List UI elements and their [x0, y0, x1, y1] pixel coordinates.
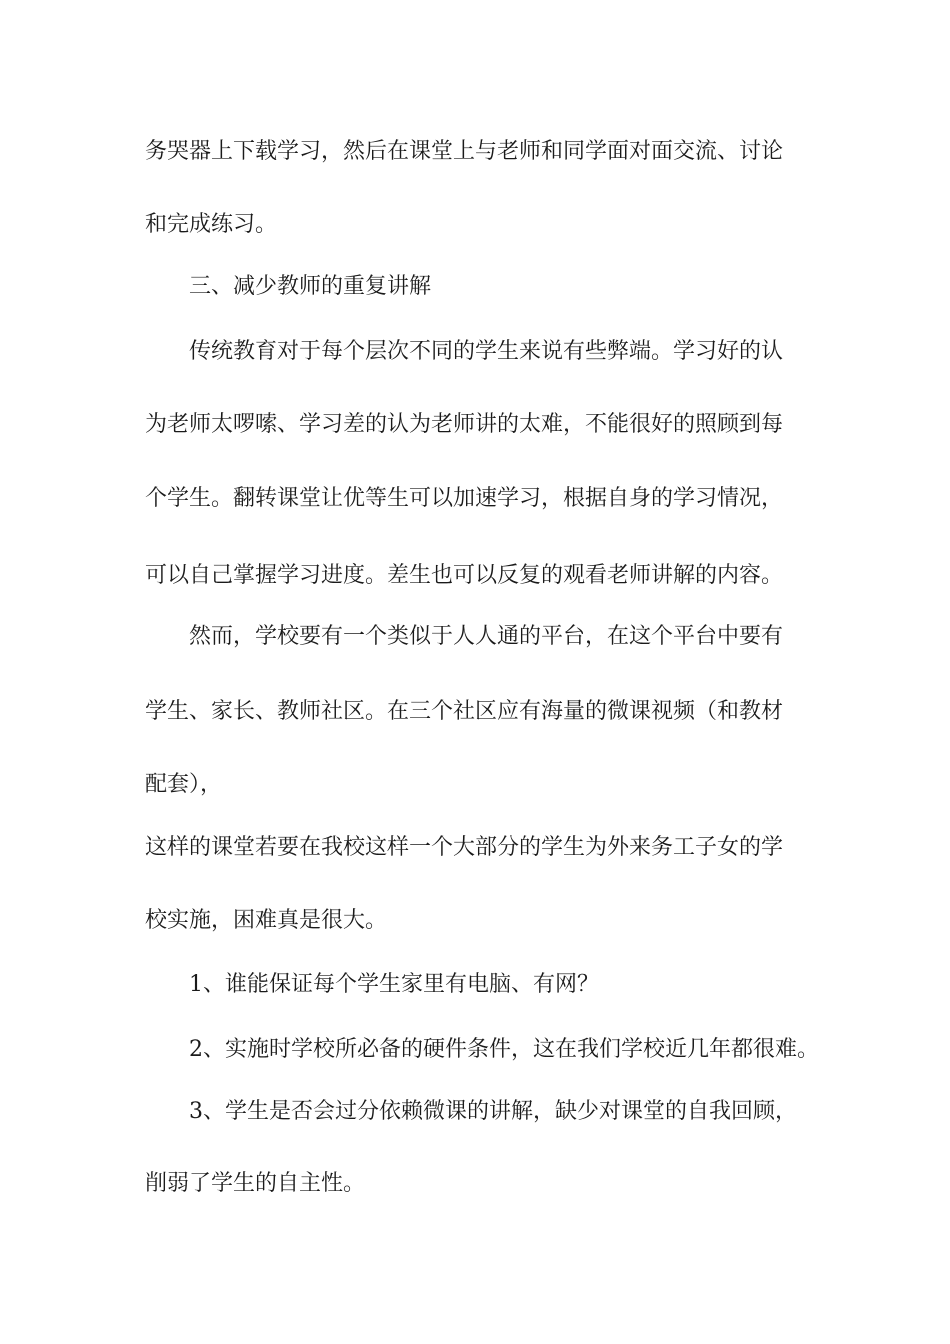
list-item: 2、实施时学校所必备的硬件条件，这在我们学校近几年都很难。	[189, 1037, 819, 1062]
list-item: 1、谁能保证每个学生家里有电脑、有网？	[189, 972, 599, 997]
section-heading: 三、减少教师的重复讲解	[189, 274, 432, 299]
text-line: 务哭器上下载学习，然后在课堂上与老师和同学面对面交流、讨论	[145, 139, 784, 164]
text-line: 可以自己掌握学习进度。差生也可以反复的观看老师讲解的内容。	[145, 563, 784, 588]
text-line: 这样的课堂若要在我校这样一个大部分的学生为外来务工子女的学	[145, 835, 784, 860]
list-item: 3、学生是否会过分依赖微课的讲解，缺少对课堂的自我回顾，	[189, 1099, 797, 1124]
text-line: 为老师太啰嗦、学习差的认为老师讲的太难，不能很好的照顾到每	[145, 412, 784, 437]
text-line: 然而，学校要有一个类似于人人通的平台，在这个平台中要有	[189, 624, 784, 649]
text-line: 学生、家长、教师社区。在三个社区应有海量的微课视频（和教材	[145, 699, 784, 724]
text-line: 个学生。翻转课堂让优等生可以加速学习，根据自身的学习情况，	[145, 486, 784, 511]
text-line: 校实施，困难真是很大。	[145, 908, 388, 933]
text-line: 和完成练习。	[145, 212, 278, 237]
text-line: 传统教育对于每个层次不同的学生来说有些弊端。学习好的认	[189, 339, 784, 364]
text-line: 削弱了学生的自主性。	[145, 1171, 366, 1196]
text-line: 配套），	[145, 772, 223, 797]
